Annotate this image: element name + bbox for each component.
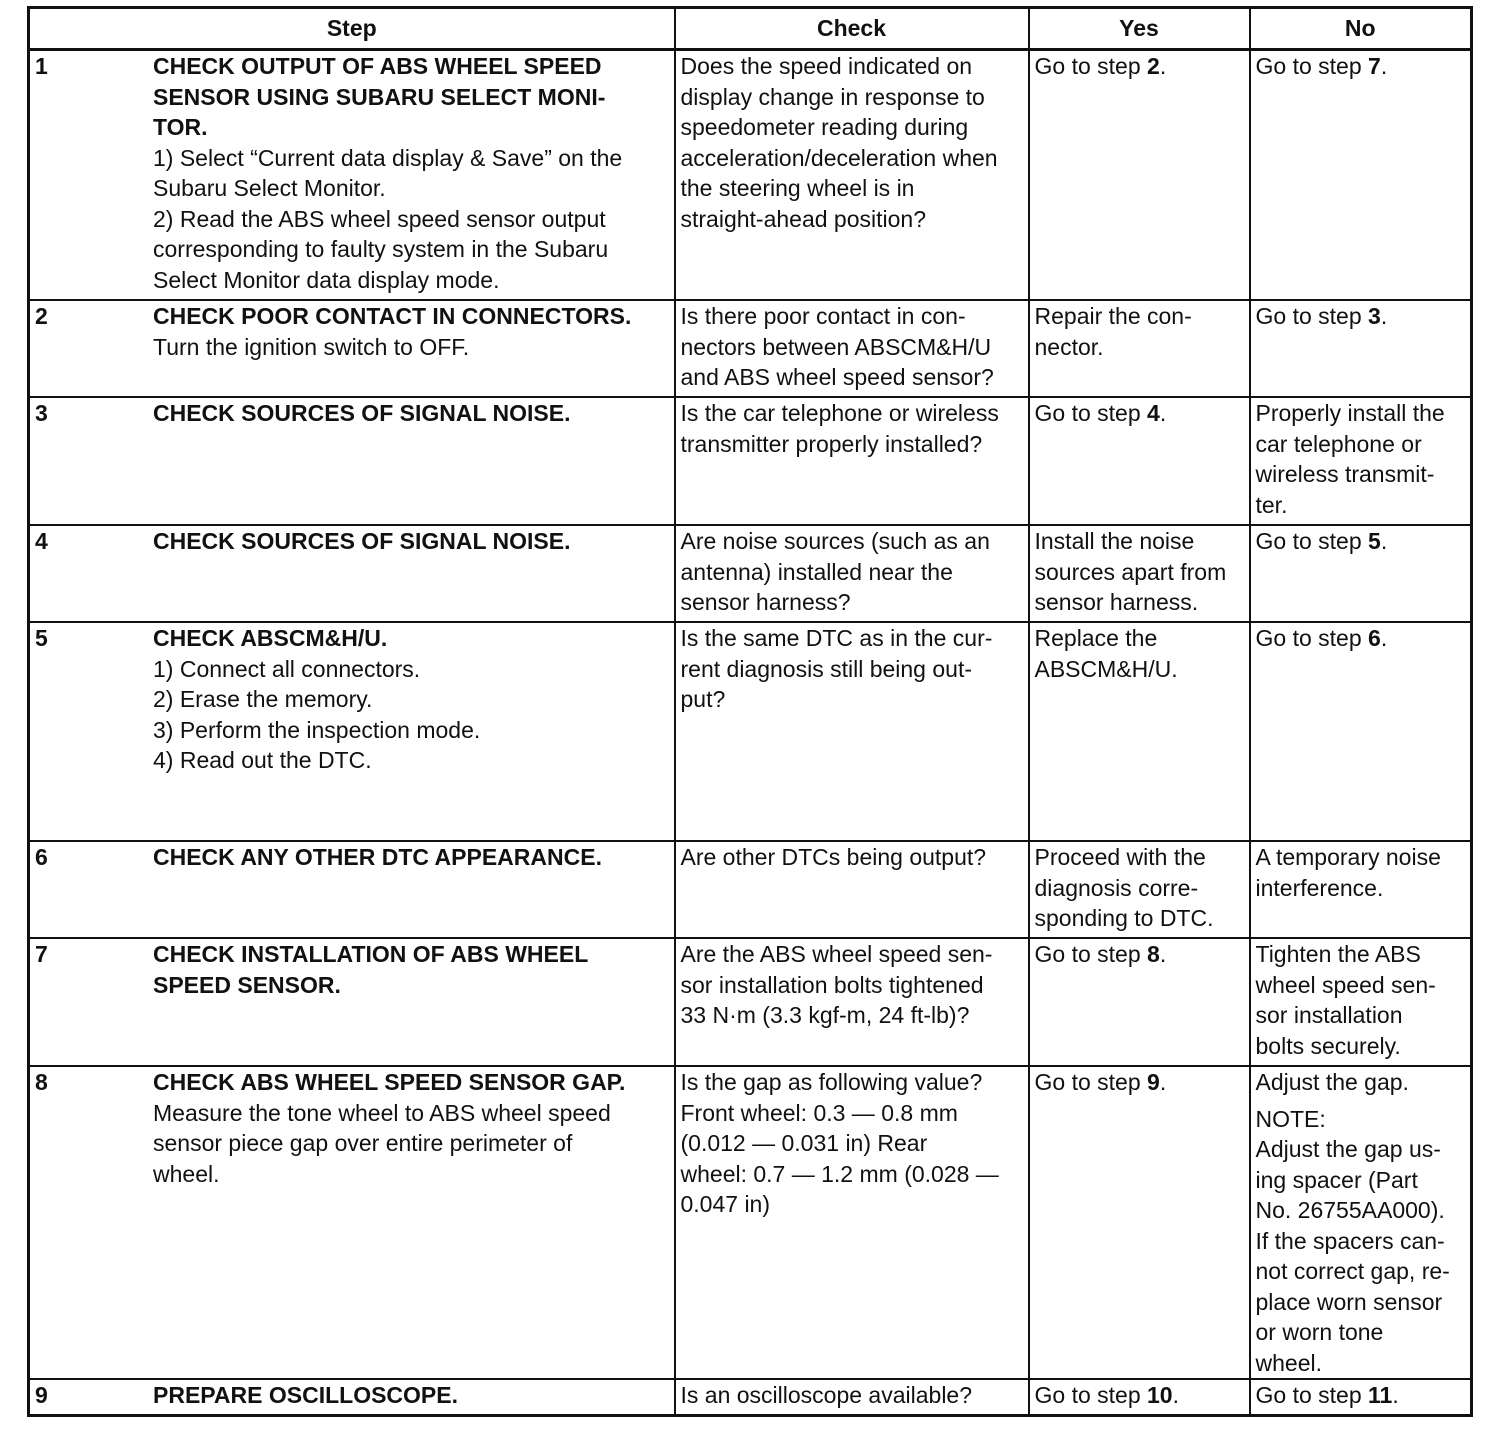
yes-line: diagnosis corre-	[1034, 874, 1199, 901]
note-line: Adjust the gap us-	[1255, 1136, 1441, 1162]
go-to-step-number: 5	[1368, 528, 1381, 554]
go-to-step: Go to step 3.	[1255, 303, 1388, 329]
go-to-step-number: 8	[1147, 941, 1160, 967]
no-line: ter.	[1255, 491, 1288, 518]
table-row	[29, 841, 1472, 938]
check-line: Is the gap as following value?	[680, 1069, 983, 1095]
no-cell	[1250, 397, 1472, 525]
go-to-step-text: Go to step	[1034, 400, 1141, 426]
step-cell	[29, 841, 675, 938]
step-cell	[29, 938, 675, 1066]
step-instruction-line: 2) Read the ABS wheel speed sensor output	[153, 205, 606, 232]
check-line: and ABS wheel speed sensor?	[680, 364, 994, 390]
yes-line: Repair the con-	[1034, 303, 1192, 329]
check-line: antenna) installed near the	[680, 558, 953, 585]
check-line: Does the speed indicated on	[680, 53, 973, 79]
no-cell	[1250, 300, 1472, 397]
step-title-line: PREPARE OSCILLOSCOPE.	[153, 1382, 459, 1408]
check-line: Are the ABS wheel speed sen-	[680, 941, 993, 967]
note-line: wheel.	[1255, 1349, 1322, 1376]
check-line: Is there poor contact in con-	[680, 303, 966, 329]
yes-line: sponding to DTC.	[1034, 905, 1214, 931]
go-to-step: Go to step 11.	[1255, 1382, 1399, 1408]
table-row	[29, 50, 1472, 301]
go-to-step-number: 11	[1368, 1382, 1393, 1408]
diagnostic-table	[27, 6, 1473, 1417]
yes-line: ABSCM&H/U.	[1034, 655, 1178, 682]
yes-cell	[1029, 841, 1250, 938]
yes-cell	[1029, 300, 1250, 397]
step-title-line: SENSOR USING SUBARU SELECT MONI-	[153, 83, 606, 110]
go-to-step-number: 10	[1147, 1382, 1173, 1408]
no-cell	[1250, 938, 1472, 1066]
step-number: 6	[35, 844, 48, 870]
check-cell	[675, 841, 1029, 938]
step-title-line: CHECK INSTALLATION OF ABS WHEEL	[153, 941, 589, 967]
check-line: straight-ahead position?	[680, 205, 926, 232]
go-to-step-number: 4	[1147, 400, 1160, 426]
table-row	[29, 1066, 1472, 1379]
go-to-step-text: Go to step	[1255, 625, 1362, 651]
no-cell	[1250, 1379, 1472, 1416]
go-to-step-text: Go to step	[1255, 53, 1362, 79]
step-number: 2	[35, 303, 48, 329]
go-to-step-text: Go to step	[1034, 1069, 1141, 1095]
note-line: place worn sensor	[1255, 1288, 1443, 1315]
header-row	[29, 8, 1472, 50]
go-to-step: Go to step 10.	[1034, 1382, 1179, 1408]
check-line: acceleration/deceleration when	[680, 144, 998, 171]
step-title-line: CHECK ABS WHEEL SPEED SENSOR GAP.	[153, 1069, 626, 1095]
yes-line: Proceed with the	[1034, 844, 1206, 870]
step-title-line: CHECK POOR CONTACT IN CONNECTORS.	[153, 303, 632, 329]
check-line: transmitter properly installed?	[680, 430, 983, 457]
check-line: Is the same DTC as in the cur-	[680, 625, 993, 651]
check-cell	[675, 300, 1029, 397]
step-title-line: CHECK ANY OTHER DTC APPEARANCE.	[153, 844, 602, 870]
check-line: Is the car telephone or wireless	[680, 400, 999, 426]
table-row	[29, 1379, 1472, 1416]
note-line: If the spacers can-	[1255, 1227, 1445, 1254]
step-instruction-line: wheel.	[153, 1160, 220, 1187]
step-instruction-line: Turn the ignition switch to OFF.	[153, 333, 470, 360]
go-to-step: Go to step 9.	[1034, 1069, 1167, 1095]
go-to-step-text: Go to step	[1255, 303, 1362, 329]
step-instruction-line: sensor piece gap over entire perimeter of	[153, 1130, 573, 1156]
go-to-step-number: 3	[1368, 303, 1381, 329]
step-instruction-line: Measure the tone wheel to ABS wheel speed	[153, 1099, 611, 1126]
no-cell	[1250, 525, 1472, 622]
yes-line: sources apart from	[1034, 558, 1227, 585]
no-line: wheel speed sen-	[1255, 971, 1436, 998]
go-to-step-text: Go to step	[1034, 1382, 1141, 1408]
step-title-line: CHECK SOURCES OF SIGNAL NOISE.	[153, 528, 571, 554]
check-cell	[675, 50, 1029, 301]
no-line: wireless transmit-	[1255, 461, 1435, 487]
step-instruction-line: Select Monitor data display mode.	[153, 266, 500, 293]
step-number: 8	[35, 1069, 48, 1095]
note-line: No. 26755AA000).	[1255, 1197, 1445, 1223]
yes-line: Replace the	[1034, 625, 1158, 651]
step-instruction-line: 1) Connect all connectors.	[153, 655, 421, 682]
step-number: 7	[35, 941, 48, 967]
no-cell	[1250, 1066, 1472, 1379]
check-line: the steering wheel is in	[680, 175, 915, 201]
step-cell	[29, 1379, 675, 1416]
no-line: A temporary noise	[1255, 844, 1441, 870]
no-line: car telephone or	[1255, 430, 1422, 457]
check-line: 0.047 in)	[680, 1191, 771, 1217]
note-body	[1256, 1134, 1466, 1378]
yes-cell	[1029, 50, 1250, 301]
yes-cell	[1029, 938, 1250, 1066]
step-instruction-line: 4) Read out the DTC.	[153, 747, 372, 773]
check-line: nectors between ABSCM&H/U	[680, 333, 992, 360]
check-cell	[675, 1379, 1029, 1416]
yes-cell	[1029, 397, 1250, 525]
check-line: put?	[680, 686, 726, 712]
go-to-step-number: 2	[1147, 53, 1160, 79]
check-line: Front wheel: 0.3 — 0.8 mm	[680, 1099, 958, 1126]
note-label: NOTE:	[1255, 1105, 1326, 1132]
note-line: ing spacer (Part	[1255, 1166, 1418, 1193]
go-to-step-text: Go to step	[1255, 528, 1362, 554]
go-to-step: Go to step 4.	[1034, 400, 1167, 426]
check-line: Are other DTCs being output?	[680, 844, 987, 870]
table-row	[29, 525, 1472, 622]
no-line: interference.	[1255, 874, 1384, 901]
note-line: or worn tone	[1255, 1319, 1384, 1345]
step-cell	[29, 50, 675, 301]
step-instruction-line: 1) Select “Current data display & Save” on the	[153, 144, 623, 171]
no-cell	[1250, 841, 1472, 938]
table-row	[29, 938, 1472, 1066]
go-to-step-text: Go to step	[1034, 53, 1141, 79]
step-number: 9	[35, 1382, 48, 1408]
table-row	[29, 300, 1472, 397]
step-instruction-line: 3) Perform the inspection mode.	[153, 716, 481, 743]
go-to-step-text: Go to step	[1255, 1382, 1362, 1408]
check-line: rent diagnosis still being out-	[680, 655, 972, 682]
step-number: 1	[35, 53, 48, 79]
step-number: 3	[35, 400, 48, 426]
go-to-step: Go to step 5.	[1255, 528, 1388, 554]
table-row	[29, 397, 1472, 525]
step-title-line: SPEED SENSOR.	[153, 971, 341, 998]
step-instruction-line: 2) Erase the memory.	[153, 686, 373, 712]
yes-line: Install the noise	[1034, 528, 1195, 554]
check-line: Is an oscilloscope available?	[680, 1382, 973, 1408]
step-instruction-line: Subaru Select Monitor.	[153, 175, 386, 201]
no-line: sor installation	[1255, 1002, 1403, 1028]
check-cell	[675, 1066, 1029, 1379]
yes-cell	[1029, 622, 1250, 841]
yes-cell	[1029, 1379, 1250, 1416]
no-cell	[1250, 622, 1472, 841]
header-no: No	[1250, 8, 1472, 50]
check-line: sor installation bolts tightened	[680, 971, 984, 998]
step-instruction-line: corresponding to faulty system in the Subaru	[153, 236, 609, 262]
header-yes: Yes	[1029, 8, 1250, 50]
check-line: wheel: 0.7 — 1.2 mm (0.028 —	[680, 1160, 999, 1187]
check-line: display change in response to	[680, 83, 985, 110]
go-to-step-number: 9	[1147, 1069, 1160, 1095]
step-cell	[29, 397, 675, 525]
check-cell	[675, 622, 1029, 841]
step-title-line: CHECK SOURCES OF SIGNAL NOISE.	[153, 400, 571, 426]
step-cell	[29, 300, 675, 397]
header-step: Step	[29, 8, 675, 50]
step-cell	[29, 622, 675, 841]
go-to-step-number: 7	[1368, 53, 1381, 79]
check-line: speedometer reading during	[680, 114, 969, 140]
check-line: Are noise sources (such as an	[680, 528, 990, 554]
no-line: Tighten the ABS	[1255, 941, 1421, 967]
check-line: sensor harness?	[680, 589, 851, 615]
check-cell	[675, 938, 1029, 1066]
yes-line: nector.	[1034, 333, 1104, 360]
check-cell	[675, 397, 1029, 525]
step-title-line: CHECK OUTPUT OF ABS WHEEL SPEED	[153, 53, 602, 79]
step-cell	[29, 525, 675, 622]
go-to-step: Go to step 7.	[1255, 53, 1388, 79]
go-to-step-number: 6	[1368, 625, 1381, 651]
no-cell	[1250, 50, 1472, 301]
header-check: Check	[675, 8, 1029, 50]
step-title-line: CHECK ABSCM&H/U.	[153, 625, 388, 651]
check-cell	[675, 525, 1029, 622]
go-to-step: Go to step 8.	[1034, 941, 1167, 967]
table-row	[29, 622, 1472, 841]
check-line: (0.012 — 0.031 in) Rear	[680, 1130, 928, 1156]
no-line: Adjust the gap.	[1255, 1069, 1409, 1095]
step-cell	[29, 1066, 675, 1379]
no-line: Properly install the	[1255, 400, 1445, 426]
go-to-step: Go to step 6.	[1255, 625, 1388, 651]
go-to-step: Go to step 2.	[1034, 53, 1167, 79]
go-to-step-text: Go to step	[1034, 941, 1141, 967]
step-title-line: TOR.	[153, 114, 208, 140]
yes-cell	[1029, 525, 1250, 622]
check-line: 33 N·m (3.3 kgf-m, 24 ft-lb)?	[680, 1002, 970, 1028]
yes-cell	[1029, 1066, 1250, 1379]
step-number: 4	[35, 528, 48, 554]
no-line: bolts securely.	[1255, 1032, 1401, 1059]
step-number: 5	[35, 625, 48, 651]
yes-line: sensor harness.	[1034, 589, 1199, 615]
note-line: not correct gap, re-	[1255, 1258, 1450, 1284]
